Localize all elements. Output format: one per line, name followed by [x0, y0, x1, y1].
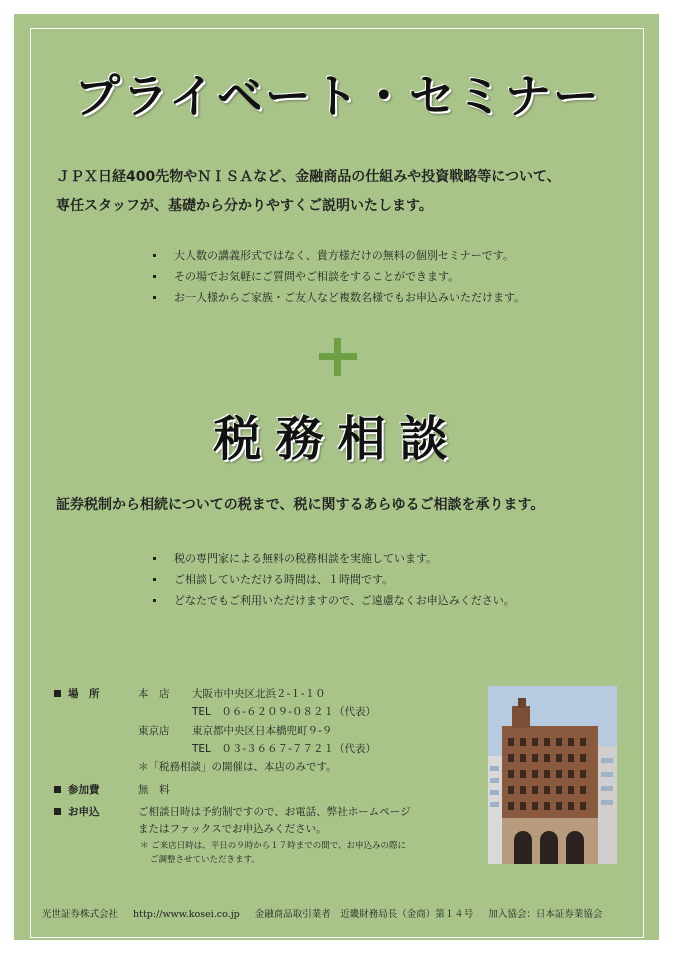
- seminar-point: お一人様からご家族・ご友人など複数名様でもお申込みいただけます。: [150, 287, 525, 308]
- seminar-title: プライベート・セミナー: [74, 69, 601, 123]
- tokyo-label: 東京店: [138, 725, 170, 737]
- footer-association: 加入協会：日本証券業協会: [488, 909, 603, 920]
- fee-value: 無 料: [138, 784, 170, 796]
- tax-point: 税の専門家による無料の税務相談を実施しています。: [150, 548, 515, 569]
- tax-note: ＊「税務相談」の開催は、本店のみです。: [138, 761, 337, 773]
- tax-points-list: [150, 548, 515, 611]
- footer-url[interactable]: http://www.kosei.co.jp: [133, 909, 240, 920]
- tax-point: ご相談していただける時間は、１時間です。: [150, 569, 515, 590]
- building-photo: [488, 686, 617, 864]
- tax-consultation-title: 税務相談: [213, 411, 462, 467]
- tax-point: どなたでもご利用いただけますので、ご遠慮なくお申込みください。: [150, 590, 515, 611]
- footer-company: 光世証券株式会社: [42, 909, 119, 920]
- honten-address: 大阪市中央区北浜２-１-１０: [192, 688, 326, 700]
- tax-consultation-lead: 証券税制から相続についての税まで、税に関するあらゆるご相談を承ります。: [56, 497, 545, 513]
- seminar-point: その場でお気軽にご質問やご相談をすることができます。: [150, 266, 525, 287]
- seminar-lead: [56, 163, 646, 221]
- square-bullet-icon: [54, 808, 61, 815]
- square-bullet-icon: [54, 690, 61, 697]
- tokyo-tel: TEL ０３-３６６７-７７２１（代表）: [192, 743, 376, 755]
- seminar-lead-line-2: 専任スタッフが、基礎から分かりやすくご説明いたします。: [56, 198, 433, 214]
- tokyo-address: 東京都中央区日本橋兜町９-９: [192, 725, 333, 737]
- place-label: 場 所: [54, 686, 100, 701]
- apply-note-2: ご調整させていただきます。: [150, 855, 260, 865]
- seminar-lead-line-1: ＪＰＸ日経400先物やＮＩＳＡなど、金融商品の仕組みや投資戦略等について、: [56, 169, 561, 185]
- honten-label: 本 店: [138, 688, 170, 700]
- seminar-points-list: [150, 245, 525, 308]
- square-bullet-icon: [54, 786, 61, 793]
- plus-icon: [319, 338, 357, 376]
- apply-line-2: またはファックスでお申込みください。: [138, 823, 327, 835]
- seminar-point: 大人数の講義形式ではなく、貴方様だけの無料の個別セミナーです。: [150, 245, 525, 266]
- apply-label: お申込: [54, 804, 100, 819]
- apply-line-1: ご相談日時は予約制ですので、お電話、弊社ホームページ: [138, 806, 411, 818]
- honten-tel: TEL ０６-６２０９-０８２１（代表）: [192, 706, 376, 718]
- apply-note-1: ＊ ご来店日時は、平日の９時から１７時までの間で、お申込みの際に: [140, 841, 407, 851]
- footer: [42, 906, 614, 920]
- fee-label: 参加費: [54, 782, 100, 797]
- footer-registration: 金融商品取引業者 近畿財務局長（金商）第１４号: [254, 909, 474, 920]
